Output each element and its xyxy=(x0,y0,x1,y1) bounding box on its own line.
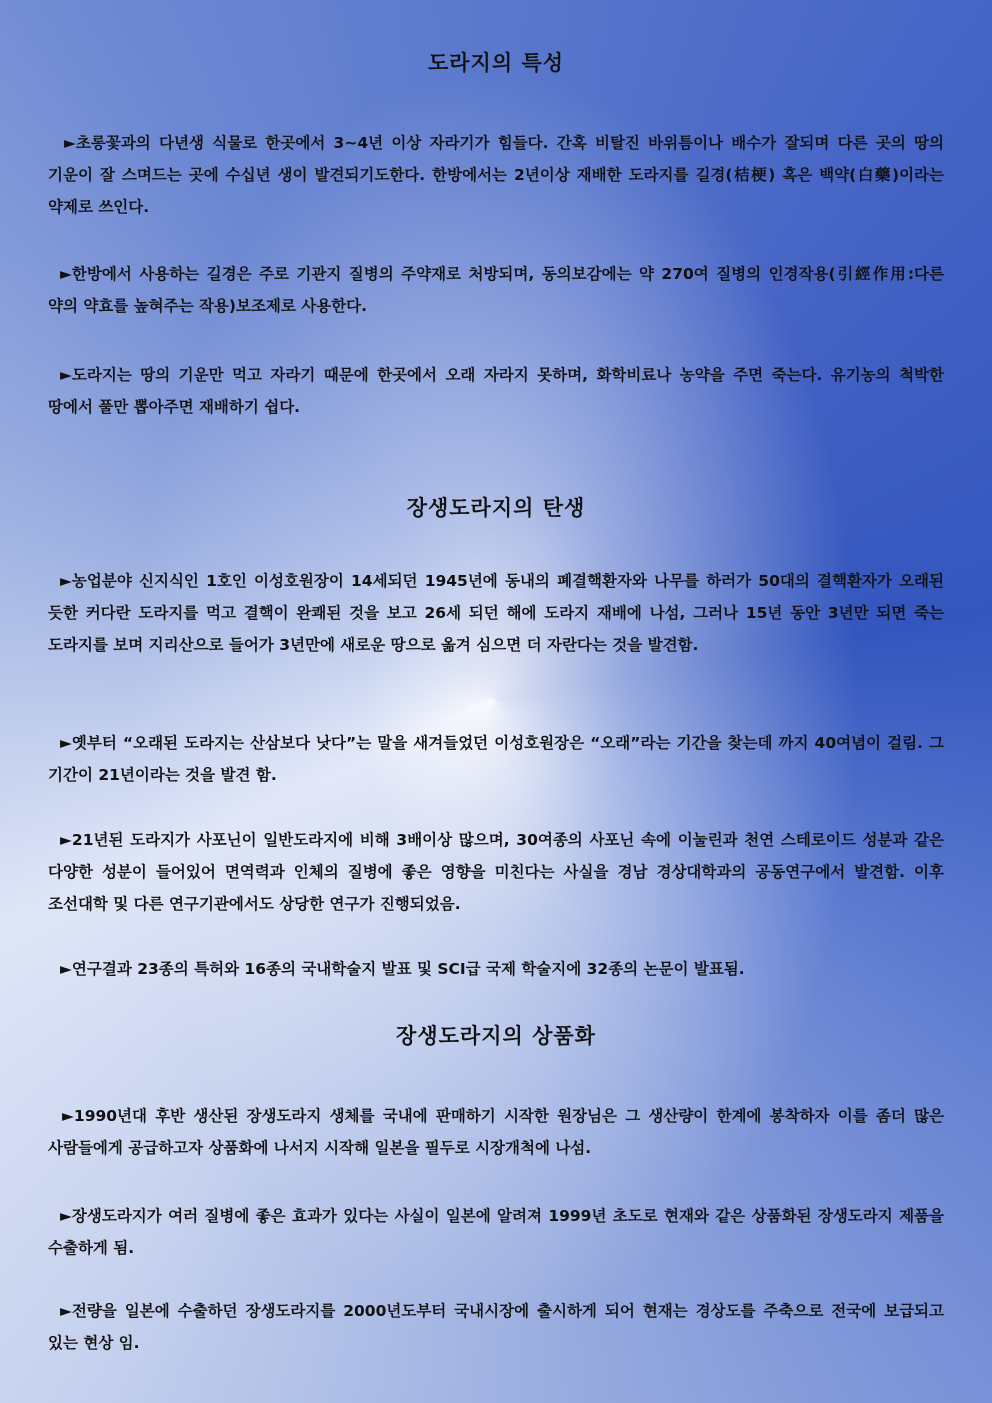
paragraph: ►21년된 도라지가 사포닌이 일반도라지에 비해 3배이상 많으며, 30여종의 사포닌 속에 이눌린과 천연 스테로이드 성분과 같은 다양한 성분이 들어있어 면역력과 인체의 질병에 좋은 영향을 미친다는 사실을 경남 경상대학과의 공동연구에서 발견함. 이후 조선대학 및 다른 연구기관에서도 상당한 연구가 진행되었음. xyxy=(48,831,944,913)
paragraph: ►전량을 일본에 수출하던 장생도라지를 2000년도부터 국내시장에 출시하게 되어 현재는 경상도를 주축으로 전국에 보급되고 있는 현상 임. xyxy=(48,1302,944,1352)
paragraph: ►도라지는 땅의 기운만 먹고 자라기 때문에 한곳에서 오래 자라지 못하며, 화학비료나 농약을 주면 죽는다. 유기농의 척박한 땅에서 풀만 뽑아주면 재배하기 쉽다. xyxy=(48,366,944,416)
paragraph: ►1990년대 후반 생산된 장생도라지 생체를 국내에 판매하기 시작한 원장님은 그 생산량이 한계에 봉착하자 이를 좀더 많은 사람들에게 공급하고자 상품화에 나서지 시작해 일본을 필두로 시장개척에 나섬. xyxy=(48,1107,944,1157)
section-title-birth: 장생도라지의 탄생 xyxy=(406,496,586,520)
section-title-commercialization: 장생도라지의 상품화 xyxy=(396,1024,596,1048)
section-title-characteristics: 도라지의 특성 xyxy=(427,51,565,75)
paragraph: ►한방에서 사용하는 길경은 주로 기관지 질병의 주약재로 처방되며, 동의보감에는 약 270여 질병의 인경작용(引經作用:다른 약의 약효를 높혀주는 작용)보조제로 사용한다. xyxy=(48,265,944,315)
paragraph: ►장생도라지가 여러 질병에 좋은 효과가 있다는 사실이 일본에 알려져 1999년 초도로 현재와 같은 상품화된 장생도라지 제품을 수출하게 됨. xyxy=(48,1207,944,1257)
paragraph: ►초롱꽃과의 다년생 식물로 한곳에서 3~4년 이상 자라기가 힘들다. 간혹 비탈진 바위틈이나 배수가 잘되며 다른 곳의 땅의 기운이 잘 스며드는 곳에 수십년 생이 발견되기도한다. 한방에서는 2년이상 재배한 도라지를 길경(桔梗) 혹은 백약(白藥)이라는 약제로 쓰인다. xyxy=(48,134,944,216)
paragraph: ►옛부터 “오래된 도라지는 산삼보다 낫다”는 말을 새겨들었던 이성호원장은 “오래”라는 기간을 찾는데 까지 40여념이 걸림. 그 기간이 21년이라는 것을 발견 함. xyxy=(48,734,944,784)
paragraph: ►연구결과 23종의 특허와 16종의 국내학술지 발표 및 SCI급 국제 학술지에 32종의 논문이 발표됨. xyxy=(60,960,745,978)
paragraph: ►농업분야 신지식인 1호인 이성호원장이 14세되던 1945년에 동내의 폐결핵환자와 나무를 하러가 50대의 결핵환자가 오래된 듯한 커다란 도라지를 먹고 결핵이 완쾌된 것을 보고 26세 되던 해에 도라지 재배에 나섬, 그러나 15년 동안 3년만 되면 죽는 도라지를 보며 지리산으로 들어가 3년만에 새로운 땅으로 옮겨 심으면 더 자란다는 것을 발견함. xyxy=(48,572,944,654)
